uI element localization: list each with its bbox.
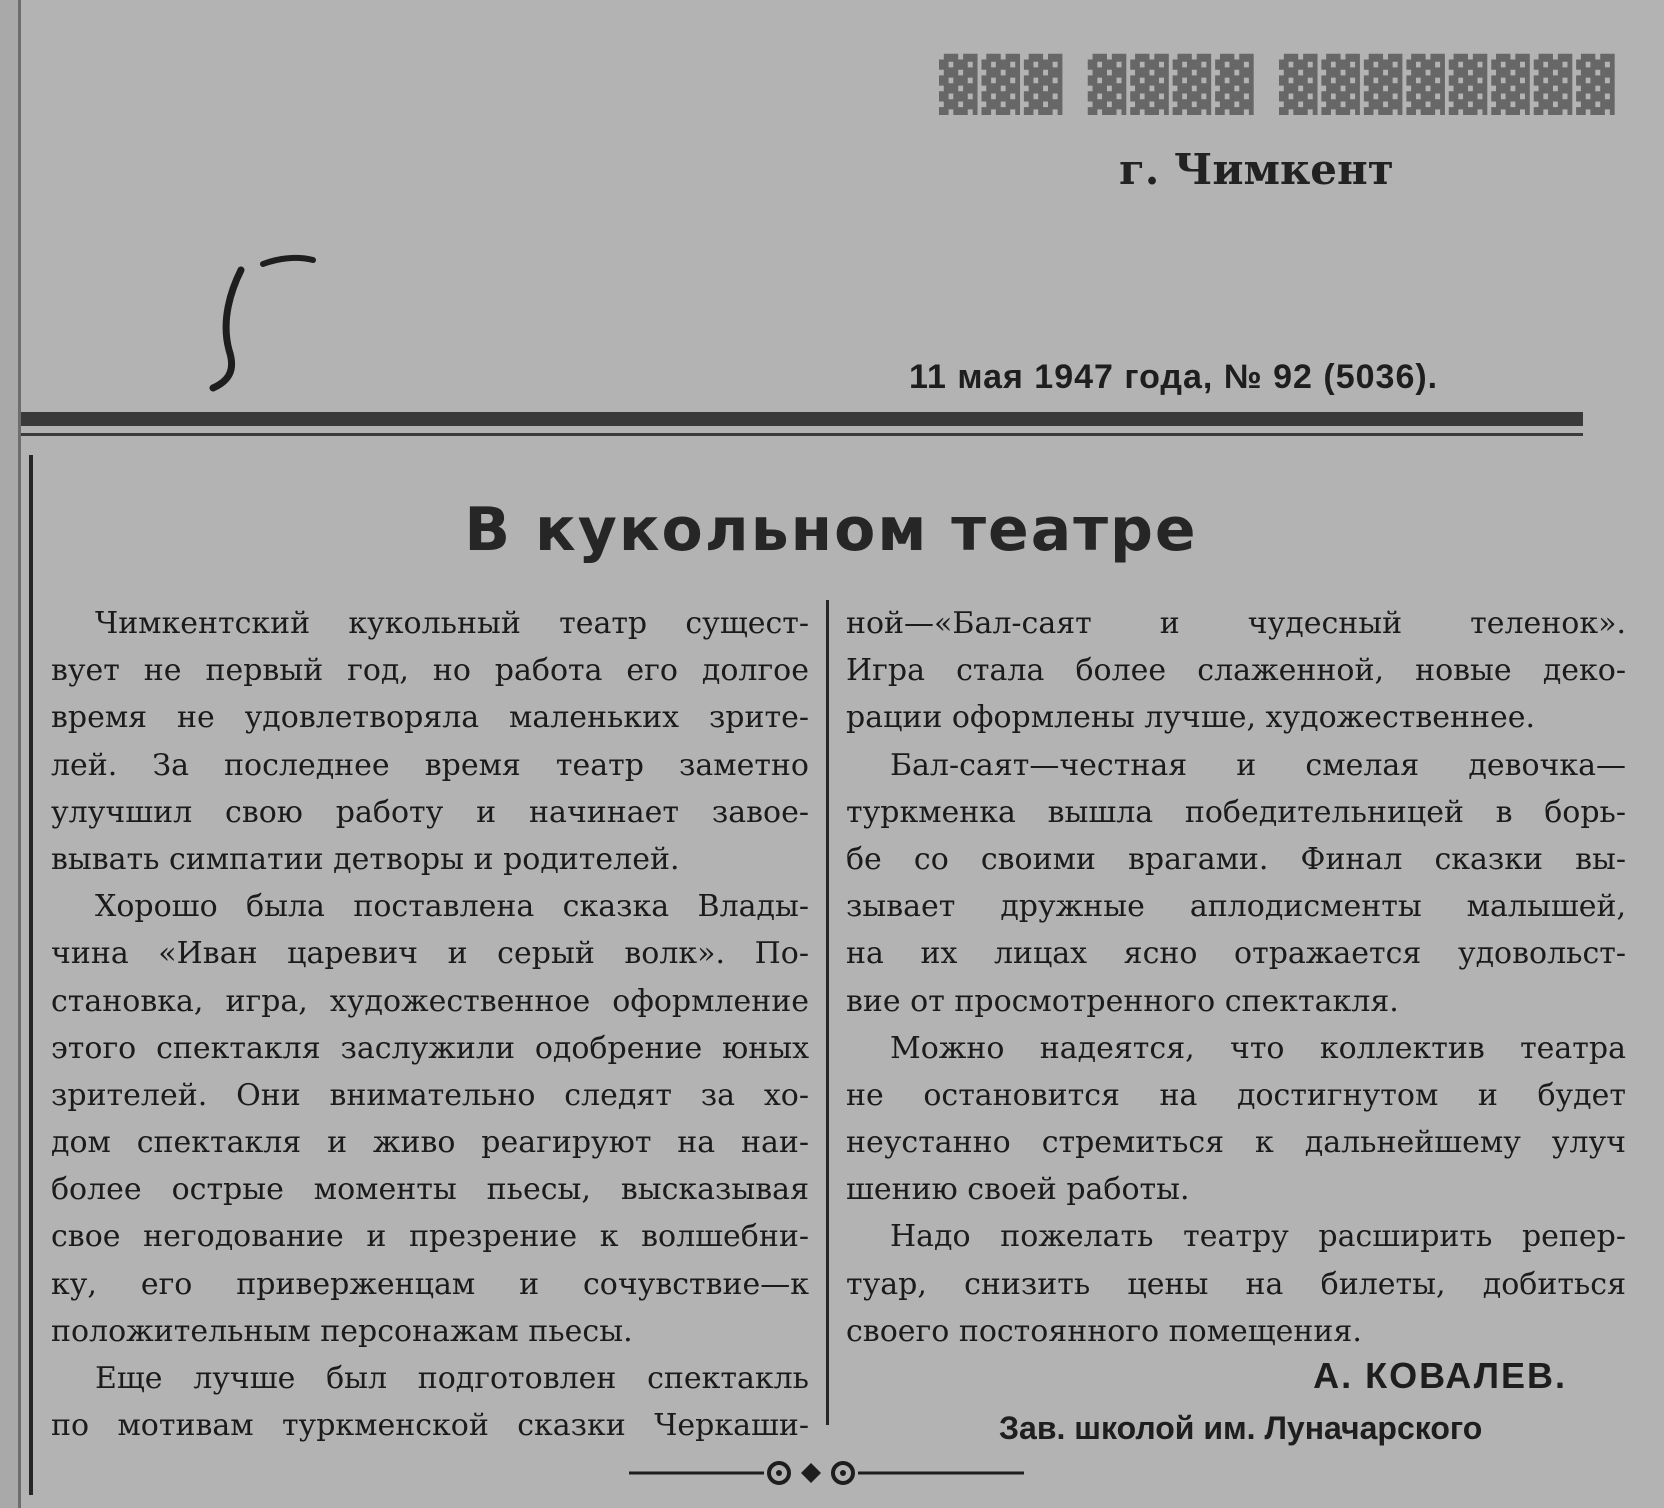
text-line: положительным персонажам пьесы. xyxy=(51,1313,633,1349)
end-of-article-ornament xyxy=(629,1458,1029,1488)
text-line: улучшил свою работу и начинает завое- xyxy=(51,794,809,830)
article-left-border xyxy=(29,455,33,1495)
text-line: не остановится на достигнутом и будет xyxy=(846,1077,1626,1113)
text-line: зрителей. Они внимательно следят за хо- xyxy=(51,1077,809,1113)
text-line: на их лицах ясно отражается удовольст- xyxy=(846,936,1626,972)
text-line: Игра стала более слаженной, новые деко- xyxy=(846,653,1626,689)
article-headline: В кукольном театре xyxy=(464,495,1198,565)
text-line: лей. За последнее время театр заметно xyxy=(51,747,809,783)
text-line: вие от просмотренного спектакля. xyxy=(846,983,1399,1019)
author-signature: А. КОВАЛЕВ. xyxy=(1313,1355,1567,1396)
text-line: этого спектакля заслужили одобрение юных xyxy=(51,1030,809,1066)
text-line: вывать симпатии детворы и родителей. xyxy=(51,841,680,877)
text-line: свое негодование и презрение к волшебни- xyxy=(51,1219,809,1255)
text-line: неустанно стремиться к дальнейшему улуч xyxy=(846,1125,1626,1161)
newspaper-clipping xyxy=(18,0,1664,1508)
handwritten-number-mark xyxy=(201,250,331,400)
text-line: время не удовлетворяла маленьких зрите- xyxy=(51,700,809,736)
text-line: Бал-саят—честная и смелая девочка— xyxy=(890,747,1626,783)
text-line: Надо пожелать театру расширить репер- xyxy=(890,1219,1626,1255)
text-line: Чимкентский кукольный театр сущест- xyxy=(95,606,809,641)
text-line: зывает дружные аплодисменты малышей, xyxy=(846,889,1626,925)
text-line: более острые моменты пьесы, высказывая xyxy=(51,1172,809,1208)
text-line: по мотивам туркменской сказки Черкаши- xyxy=(51,1408,809,1444)
text-line: рации оформлены лучше, художественнее. xyxy=(846,700,1536,736)
text-line: Еще лучше был подготовлен спектакль xyxy=(95,1361,809,1396)
text-line: Хорошо была поставлена сказка Влады- xyxy=(95,889,809,925)
text-line: бе со своими врагами. Финал сказки вы- xyxy=(846,841,1626,877)
author-position: Зав. школой им. Луначарского xyxy=(999,1410,1483,1446)
text-line: ку, его приверженцам и сочувствие—к xyxy=(51,1266,809,1302)
text-line: вует не первый год, но работа его долгое xyxy=(51,653,809,689)
text-line: становка, игра, художественное оформление xyxy=(51,983,809,1019)
issue-dateline: 11 мая 1947 года, № 92 (5036). xyxy=(909,358,1439,396)
text-line: туркменка вышла победительницей в борь- xyxy=(846,794,1626,830)
article-column-left xyxy=(51,600,809,1449)
text-line: ной—«Бал-саят и чудесный теленок». xyxy=(846,606,1626,641)
column-divider xyxy=(826,600,829,1425)
masthead-rule-thick xyxy=(21,412,1583,426)
article-column-right xyxy=(846,600,1626,1355)
text-line: туар, снизить цены на билеты, добиться xyxy=(846,1266,1626,1302)
text-line: шению своей работы. xyxy=(846,1172,1190,1208)
stamp-city: г. Чимкент xyxy=(1119,145,1394,194)
text-line: чина «Иван царевич и серый волк». По- xyxy=(51,936,809,972)
ink-stamp-newspaper-name: ▓▓▓ ▓▓▓▓ ▓▓▓▓▓▓▓▓ xyxy=(939,53,1619,116)
text-line: Можно надеятся, что коллектив театра xyxy=(890,1030,1626,1066)
text-line: своего постоянного помещения. xyxy=(846,1313,1362,1349)
masthead-rule-thin xyxy=(21,433,1583,436)
text-line: дом спектакля и живо реагируют на наи- xyxy=(51,1125,809,1161)
